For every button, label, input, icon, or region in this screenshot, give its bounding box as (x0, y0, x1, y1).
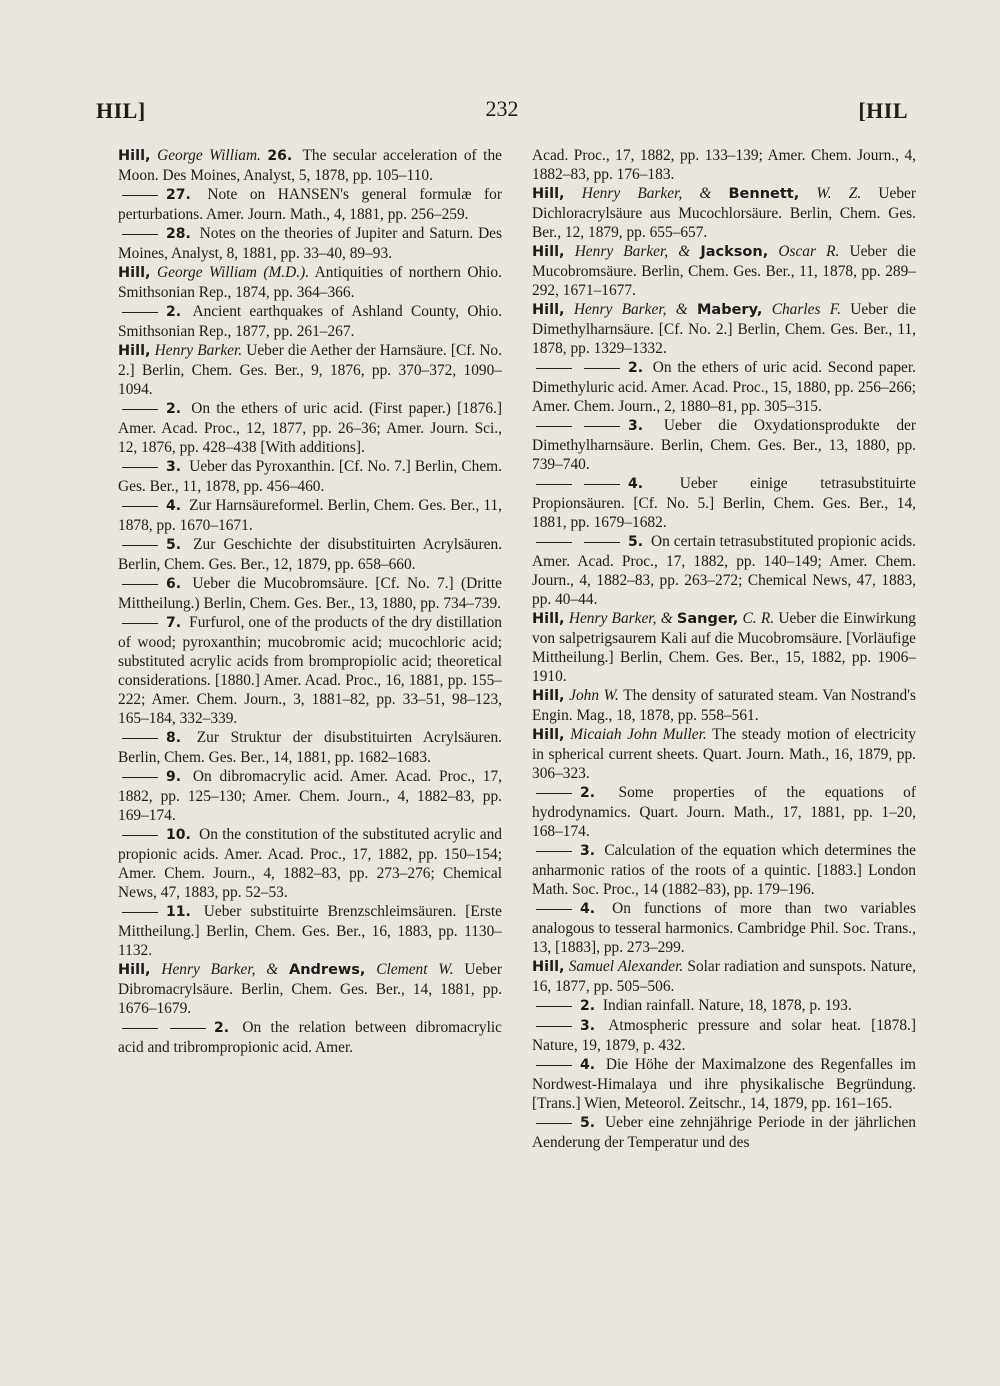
author-surname: Hill, (118, 962, 151, 978)
author-given-name: Henry Barker, & (161, 961, 289, 978)
entry-number: 4. (580, 901, 596, 917)
entry-number: 2. (580, 998, 596, 1014)
entry-text: Ueber Dibromacrylsäure. Berlin, Chem. Ges. Ber., 14, 1881, pp. 1676–1679. (118, 961, 502, 1017)
ditto-dash (122, 835, 158, 836)
ditto-dash (536, 368, 572, 369)
entry-text: The steady motion of electricity in spherical current sheets. Quart. Journ. Math., 16, 1879, pp. 306–323. (532, 726, 916, 782)
entry-text: On dibromacrylic acid. Amer. Acad. Proc., 17, 1882, pp. 125–130; Amer. Chem. Journ., 4, 1882–83, pp. 169–174. (118, 768, 502, 824)
author-entry (532, 300, 916, 358)
ditto-dash (536, 426, 572, 427)
sub-entry (532, 416, 916, 474)
entry-text: On the relation between dibromacrylic acid and tribrompropionic acid. Amer. (118, 1019, 502, 1056)
entry-text: Acad. Proc., 17, 1882, pp. 133–139; Amer. Chem. Journ., 4, 1882–83, pp. 176–183. (532, 147, 916, 183)
entry-number: 27. (166, 187, 191, 203)
entry-number: 4. (166, 498, 182, 514)
sub-entry (118, 1018, 502, 1057)
ditto-dash (122, 312, 158, 313)
entry-text: Ueber die Einwirkung von salpetrigsaurem Kali auf die Mucobromsäure. [Vorläufige Mittheilung.] Berlin, Chem. Ges. Ber., 15, 1882, pp. 1906–1910. (532, 610, 916, 685)
entry-number: 7. (166, 615, 182, 631)
entry-number: 10. (166, 827, 191, 843)
entry-number: 2. (166, 304, 182, 320)
ditto-dash (536, 851, 572, 852)
author-given-name: John W. (569, 687, 619, 704)
entry-number: 3. (166, 459, 182, 475)
entry-text: On functions of more than two variables analogous to tesseral harmonics. Cambridge Phil. Soc. Trans., 13, [1883], pp. 273–299. (532, 900, 916, 956)
coauthor-surname: Bennett, (728, 186, 800, 202)
entry-text: Antiquities of northern Ohio. Smithsonian Rep., 1874, pp. 364–366. (118, 264, 502, 301)
coauthor-given-name: W. Z. (816, 185, 862, 202)
ditto-dash (170, 1028, 206, 1029)
author-given-name: Henry Barker, & (581, 185, 729, 202)
entry-text: Zur Harnsäureformel. Berlin, Chem. Ges. Ber., 11, 1878, pp. 1670–1671. (118, 497, 502, 534)
sub-entry (532, 474, 916, 532)
author-surname: Hill, (532, 688, 565, 704)
author-entry (118, 263, 502, 302)
ditto-dash (536, 1006, 572, 1007)
entry-text: Atmospheric pressure and solar heat. [1878.] Nature, 19, 1879, p. 432. (532, 1017, 916, 1054)
entry-number: 8. (166, 730, 182, 746)
author-surname: Hill, (118, 343, 151, 359)
entry-text: Zur Geschichte der disubstituirten Acrylsäuren. Berlin, Chem. Ges. Ber., 12, 1879, pp. 658–660. (118, 536, 502, 573)
sub-entry (118, 224, 502, 263)
author-entry (532, 957, 916, 996)
ditto-dash (122, 467, 158, 468)
ditto-dash (122, 545, 158, 546)
sub-entry (118, 767, 502, 825)
entry-text: Note on HANSEN's general formulæ for perturbations. Amer. Journ. Math., 4, 1881, pp. 256–259. (118, 186, 502, 223)
author-surname: Hill, (532, 244, 565, 260)
coauthor-given-name: Clement W. (376, 961, 454, 978)
sub-entry (118, 302, 502, 341)
entry-text: Ueber die Aether der Harnsäure. [Cf. No. 2.] Berlin, Chem. Ges. Ber., 9, 1876, pp. 370–372, 1090–1094. (118, 342, 502, 398)
left-column (118, 146, 502, 1057)
ditto-dash (122, 409, 158, 410)
sub-entry (118, 902, 502, 960)
coauthor-given-name: C. R. (742, 610, 775, 627)
entry-text: On certain tetrasubstituted propionic acids. Amer. Acad. Proc., 17, 1882, pp. 140–149; Amer. Chem. Journ., 4, 1882–83, pp. 263–272; Chemical News, 47, 1883, pp. 40–44. (532, 533, 916, 608)
ditto-dash (536, 909, 572, 910)
sub-entry (532, 358, 916, 416)
header-right-range: [HIL (858, 98, 908, 123)
entry-number: 3. (580, 1018, 596, 1034)
entry-number: 2. (628, 360, 644, 376)
author-entry (118, 341, 502, 399)
entry-number: 2. (580, 785, 596, 801)
page-header (96, 96, 908, 136)
entry-number: 4. (580, 1057, 596, 1073)
author-surname: Hill, (532, 611, 565, 627)
ditto-dash (122, 623, 158, 624)
coauthor-surname: Jackson, (700, 244, 769, 260)
sub-entry (118, 496, 502, 535)
author-given-name: Henry Barker, & (568, 610, 677, 627)
sub-entry (118, 399, 502, 457)
ditto-dash (584, 484, 620, 485)
entry-number: 9. (166, 769, 182, 785)
ditto-dash (122, 777, 158, 778)
entry-text: Solar radiation and sunspots. Nature, 16, 1877, pp. 505–506. (532, 958, 916, 995)
ditto-dash (122, 506, 158, 507)
entry-text: On the ethers of uric acid. (First paper.) [1876.] Amer. Acad. Proc., 12, 1877, pp. 26–36; Amer. Journ. Sci., 12, 1876, pp. 428–438 [With additions]. (118, 400, 502, 456)
author-given-name: Henry Barker, & (573, 301, 697, 318)
sub-entry (532, 783, 916, 841)
ditto-dash (122, 738, 158, 739)
entry-number: 6. (166, 576, 182, 592)
author-given-name: George William (M.D.). (157, 264, 310, 281)
sub-entry (532, 532, 916, 609)
entry-number: 28. (166, 226, 191, 242)
entry-text: Ueber einige tetrasubstituirte Propionsäuren. [Cf. No. 5.] Berlin, Chem. Ges. Ber., 14, 1881, pp. 1679–1682. (532, 475, 916, 531)
ditto-dash (536, 1123, 572, 1124)
ditto-dash (122, 234, 158, 235)
sub-entry (118, 825, 502, 902)
entry-text: Ueber die Oxydationsprodukte der Dimethylharnsäure. Berlin, Chem. Ges. Ber., 13, 1880, pp. 739–740. (532, 417, 916, 473)
ditto-dash (536, 1065, 572, 1066)
entry-number: 2. (214, 1020, 230, 1036)
header-left-range: HIL] (96, 98, 146, 123)
ditto-dash (584, 542, 620, 543)
coauthor-given-name: Charles F. (771, 301, 841, 318)
sub-entry (532, 841, 916, 899)
entry-text: Calculation of the equation which determines the anharmonic ratios of the roots of a quintic. [1883.] London Math. Soc. Proc., 14 (1882–83), pp. 179–196. (532, 842, 916, 898)
author-given-name: Samuel Alexander. (568, 958, 684, 975)
sub-entry (118, 535, 502, 574)
entry-text: Furfurol, one of the products of the dry distillation of wood; pyroxanthin; mucobromic acid; mucochloric acid; substituted acrylic acids from brompropiolic acid; theoretical considerations. [1880.] Amer. Acad. Proc., 16, 1881, pp. 155–222; Amer. Chem. Journ., 3, 1881–82, pp. 33–51, 98–123, 165–184, 332–339. (118, 614, 502, 727)
entry-text: Ueber eine zehnjährige Periode in der jährlichen Aenderung der Temperatur und des (532, 1114, 916, 1151)
author-entry (532, 184, 916, 242)
author-given-name: George William. (157, 147, 261, 164)
entry-text: Die Höhe der Maximalzone des Regenfalles im Nordwest-Himalaya und ihre physikalische Begründung. [Trans.] Wien, Meteorol. Zeitschr., 14, 1879, pp. 161–165. (532, 1056, 916, 1112)
author-entry (118, 960, 502, 1018)
entry-text: Some properties of the equations of hydrodynamics. Quart. Journ. Math., 17, 1881, pp. 1–20, 168–174. (532, 784, 916, 840)
author-entry (532, 686, 916, 725)
entry-text: Indian rainfall. Nature, 18, 1878, p. 193. (602, 997, 852, 1014)
ditto-dash (122, 1028, 158, 1029)
entry-text: Ueber die Dimethylharnsäure. [Cf. No. 2.] Berlin, Chem. Ges. Ber., 11, 1878, pp. 1329–1332. (532, 301, 916, 357)
ditto-dash (536, 1026, 572, 1027)
continued-entry (532, 146, 916, 184)
entry-text: Ueber das Pyroxanthin. [Cf. No. 7.] Berlin, Chem. Ges. Ber., 11, 1878, pp. 456–460. (118, 458, 502, 495)
entry-number: 26. (267, 148, 293, 164)
author-surname: Hill, (118, 148, 151, 164)
entry-text: On the constitution of the substituted acrylic and propionic acids. Amer. Acad. Proc., 17, 1882, pp. 150–154; Amer. Chem. Journ., 4, 1882–83, pp. 273–276; Chemical News, 47, 1883, pp. 52–53. (118, 826, 502, 901)
ditto-dash (122, 912, 158, 913)
author-surname: Hill, (532, 186, 565, 202)
entry-text: Ueber die Mucobromsäure. Berlin, Chem. Ges. Ber., 11, 1878, pp. 289–292, 1671–1677. (532, 243, 916, 299)
author-given-name: Henry Barker. (154, 342, 243, 359)
entry-number: 5. (166, 537, 182, 553)
sub-entry (532, 1055, 916, 1113)
ditto-dash (122, 195, 158, 196)
entry-text: Notes on the theories of Jupiter and Saturn. Des Moines, Analyst, 8, 1881, pp. 33–40, 89–93. (118, 225, 502, 262)
ditto-dash (536, 542, 572, 543)
coauthor-surname: Sanger, (676, 611, 739, 627)
page-number: 232 (485, 96, 519, 121)
entry-text: Ueber substituirte Brenzschleimsäuren. [Erste Mittheilung.] Berlin, Chem. Ges. Ber., 16, 1883, pp. 1130–1132. (118, 903, 502, 959)
author-entry (532, 609, 916, 686)
sub-entry (118, 613, 502, 728)
sub-entry (532, 996, 916, 1016)
sub-entry (532, 1016, 916, 1055)
right-column (532, 146, 916, 1152)
ditto-dash (536, 793, 572, 794)
coauthor-given-name: Oscar R. (778, 243, 840, 260)
author-entry (532, 725, 916, 783)
entry-text: Ueber die Mucobromsäure. [Cf. No. 7.] (Dritte Mittheilung.) Berlin, Chem. Ges. Ber., 13, 1880, pp. 734–739. (118, 575, 502, 612)
ditto-dash (536, 484, 572, 485)
entry-text: Ueber Dichloracrylsäure aus Mucochlorsäure. Berlin, Chem. Ges. Ber., 12, 1879, pp. 655–657. (532, 185, 916, 241)
sub-entry (118, 728, 502, 767)
author-surname: Hill, (532, 302, 565, 318)
ditto-dash (584, 426, 620, 427)
sub-entry (532, 899, 916, 957)
coauthor-surname: Andrews, (289, 962, 366, 978)
entry-number: 11. (166, 904, 191, 920)
entry-number: 5. (580, 1115, 596, 1131)
author-entry (532, 242, 916, 300)
author-given-name: Micaiah John Muller. (570, 726, 707, 743)
sub-entry (118, 185, 502, 224)
entry-number: 4. (628, 476, 644, 492)
entry-text: Zur Struktur der disubstituirten Acrylsäuren. Berlin, Chem. Ges. Ber., 14, 1881, pp. 1682–1683. (118, 729, 502, 766)
entry-number: 3. (628, 418, 644, 434)
entry-text: On the ethers of uric acid. Second paper. Dimethyluric acid. Amer. Acad. Proc., 15, 1880, pp. 256–266; Amer. Chem. Journ., 2, 1880–81, pp. 305–315. (532, 359, 916, 415)
author-given-name: Henry Barker, & (574, 243, 701, 260)
entry-text: Ancient earthquakes of Ashland County, Ohio. Smithsonian Rep., 1877, pp. 261–267. (118, 303, 502, 340)
author-surname: Hill, (532, 727, 565, 743)
sub-entry (118, 574, 502, 613)
author-surname: Hill, (532, 959, 565, 975)
author-entry (118, 146, 502, 185)
ditto-dash (584, 368, 620, 369)
entry-text: The secular acceleration of the Moon. Des Moines, Analyst, 5, 1878, pp. 105–110. (118, 147, 502, 184)
sub-entry (118, 457, 502, 496)
sub-entry (532, 1113, 916, 1152)
ditto-dash (122, 584, 158, 585)
coauthor-surname: Mabery, (697, 302, 763, 318)
entry-number: 3. (580, 843, 596, 859)
entry-number: 5. (628, 534, 644, 550)
author-surname: Hill, (118, 265, 151, 281)
entry-number: 2. (166, 401, 182, 417)
entry-text: The density of saturated steam. Van Nostrand's Engin. Mag., 18, 1878, pp. 558–561. (532, 687, 916, 724)
